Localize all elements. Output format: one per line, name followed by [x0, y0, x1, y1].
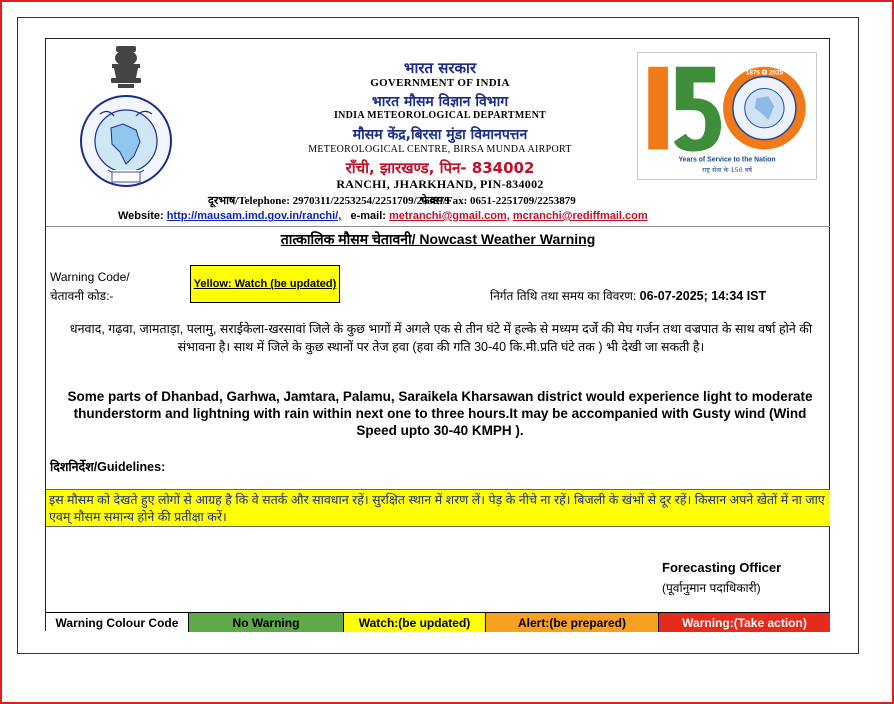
imd-150-years-logo [637, 52, 817, 180]
warning-code-label-hi: चेतावनी कोड:- [50, 289, 114, 303]
email-link-2[interactable]: mcranchi@rediffmail.com [512, 210, 648, 222]
guidelines-text: इस मौसम को देखते हुए लोगों से आग्रह है कि वे सतर्क और सावधान रहें। सुरक्षित स्थान में शरण लें। पेड़ के नीचे ना रहें। बिजली के खंभों से दूर रहें। किसान अपने खेतों में ना जाए एवम् मौसम समान्य होने की प्रतीक्षा करें। [46, 489, 830, 527]
logo-years: 1875 ✪ 2025 [745, 69, 784, 77]
officer-title: Forecasting Officer [662, 560, 782, 575]
page-title: तात्कालिक मौसम चेतावनी/ Nowcast Weather Warning [280, 231, 596, 247]
header-centre: METEOROLOGICAL CENTRE, BIRSA MUNDA AIRPORT [308, 144, 572, 155]
header-imd-hindi: भारत मौसम विज्ञान विभाग [371, 94, 509, 110]
website-link[interactable]: http://mausam.imd.gov.in/ranchi/, [166, 210, 342, 222]
legend-no-warning: No Warning [189, 613, 344, 632]
telephone: दूरभाष/Telephone: 2970311/2253254/2251709/253879 [208, 195, 450, 207]
header-address: RANCHI, JHARKHAND, PIN-834002 [336, 177, 544, 191]
issue-value: 06-07-2025; 14:34 IST [639, 289, 767, 303]
header-govt-hindi: भारत सरकार [403, 59, 477, 77]
logo-tagline-hindi: राष्ट्र सेवा के 150 वर्ष [702, 166, 752, 175]
legend-warning: Warning:(Take action) [659, 613, 830, 632]
website-label: Website: [118, 210, 164, 222]
warning-code-label-en: Warning Code/ [50, 270, 130, 284]
imd-emblem-icon [78, 44, 174, 194]
issue-label: निर्गत तिथि तथा समय का विवरण: [490, 289, 637, 303]
guidelines-label: दिशनिर्देश/Guidelines: [50, 460, 166, 474]
legend-alert: Alert:(be prepared) [486, 613, 659, 632]
email-link-1[interactable]: metranchi@gmail.com, [389, 210, 510, 222]
legend-label: Warning Colour Code [46, 613, 189, 632]
warning-code-label [50, 268, 130, 306]
warning-text-english: Some parts of Dhanbad, Garhwa, Jamtara, Palamu, Saraikela Kharsawan district would experience light to moderate thunderstorm and lightning with rain within next one to three hours.It may be accompanied with Gusty wind (Wind Speed upto 30-40 KMPH ). [67, 389, 813, 438]
officer-title-hindi: (पूर्वानुमान पदाधिकारी) [662, 581, 761, 595]
header-govt: GOVERNMENT OF INDIA [370, 77, 510, 89]
warning-code-badge: Yellow: Watch (be updated) [190, 265, 340, 303]
email-label: e-mail: [350, 210, 386, 222]
web-line [118, 210, 648, 222]
fax: फेक्स/Fax: 0651-2251709/2253879 [421, 195, 576, 207]
issue-datetime [490, 287, 766, 304]
header-imd: INDIA METEOROLOGICAL DEPARTMENT [333, 110, 547, 121]
warning-colour-legend [46, 612, 830, 631]
warning-text-hindi: धनवाद, गढ़वा, जामताड़ा, पलामु, सराईकेला-खरसावां जिले के कुछ भागों में अगले एक से तीन घंटे में हल्के से मध्यम दर्जे की मेघ गर्जन तथा वज्रपात के साथ वर्षा होने की संभावना है। साथ में जिले के कुछ स्थानों पर तेज हवा (हवा की गति 30-40 कि.मी.प्रति घंटे तक ) भी देखी जा सकती है। [69, 322, 813, 354]
logo-tagline: Years of Service to the Nation [678, 156, 776, 164]
header-divider [46, 226, 830, 227]
legend-watch: Watch:(be updated) [344, 613, 486, 632]
header-centre-hindi: मौसम केंद्र,बिरसा मुंडा विमानपत्तन [352, 127, 528, 143]
header-address-hindi: राँची, झारखण्ड, पिन- 834002 [345, 159, 535, 177]
